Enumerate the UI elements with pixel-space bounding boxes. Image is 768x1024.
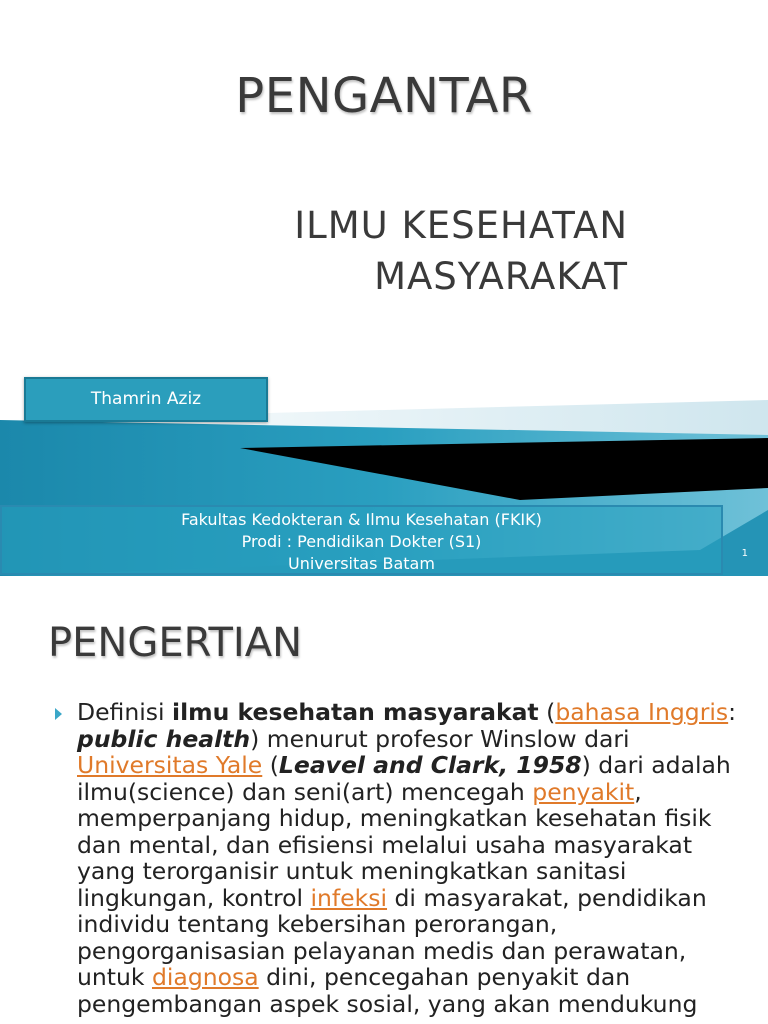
subtitle-line-2: MASYARAKAT <box>374 255 628 298</box>
definition-paragraph <box>77 699 747 1017</box>
text-segment: ( <box>262 751 279 779</box>
slide-title: PENGERTIAN <box>48 620 302 666</box>
link-infeksi[interactable]: infeksi <box>310 883 388 912</box>
slide-title: PENGANTAR <box>235 68 533 124</box>
subtitle-line-1: ILMU KESEHATAN <box>294 204 628 247</box>
triangle-bullet-icon <box>55 708 62 720</box>
text-segment: ) dari adalah ilmu(science) dan seni(art) mencegah <box>77 751 731 806</box>
text-segment: Definisi <box>77 698 173 726</box>
affiliation-box <box>0 505 723 575</box>
slide-2 <box>0 584 768 1024</box>
bold-italic-citation: Leavel and Clark, 1958 <box>278 751 582 779</box>
slide-subtitle <box>294 200 628 302</box>
text-segment: dini, pencegahan penyakit dan pengembangan aspek sosial, yang akan mendukung <box>77 963 698 1018</box>
link-diagnosa[interactable]: diagnosa <box>151 963 259 991</box>
link-bahasa-inggris[interactable]: bahasa Inggris <box>555 698 729 726</box>
text-segment: : <box>728 698 737 726</box>
text-segment: ( <box>538 698 556 726</box>
text-segment: ) menurut profesor Winslow dari <box>250 724 630 753</box>
affiliation-line-2: Prodi : Pendidikan Dokter (S1) <box>241 532 482 551</box>
link-universitas-yale[interactable]: Universitas Yale <box>77 751 263 779</box>
author-box: Thamrin Aziz <box>24 377 268 422</box>
bold-italic-term: public health <box>77 724 251 753</box>
bold-term: ilmu kesehatan masyarakat <box>172 698 539 726</box>
link-penyakit[interactable]: penyakit <box>532 777 635 806</box>
text-segment: di masyarakat, pendidikan individu tentang kebersihan perorangan, pengorganisasian pelayanan medis dan perawatan, untuk <box>77 883 707 991</box>
slide-number: 1 <box>741 548 748 559</box>
text-segment: , memperpanjang hidup, meningkatkan kesehatan fisik dan mental, dan efisiensi melalui usaha masyarakat yang terorganisir untuk meningkatkan sanitasi lingkungan, kontrol <box>77 777 712 912</box>
affiliation-line-1: Fakultas Kedokteran & Ilmu Kesehatan (FKIK) <box>181 510 542 529</box>
affiliation-line-3: Universitas Batam <box>288 554 435 573</box>
